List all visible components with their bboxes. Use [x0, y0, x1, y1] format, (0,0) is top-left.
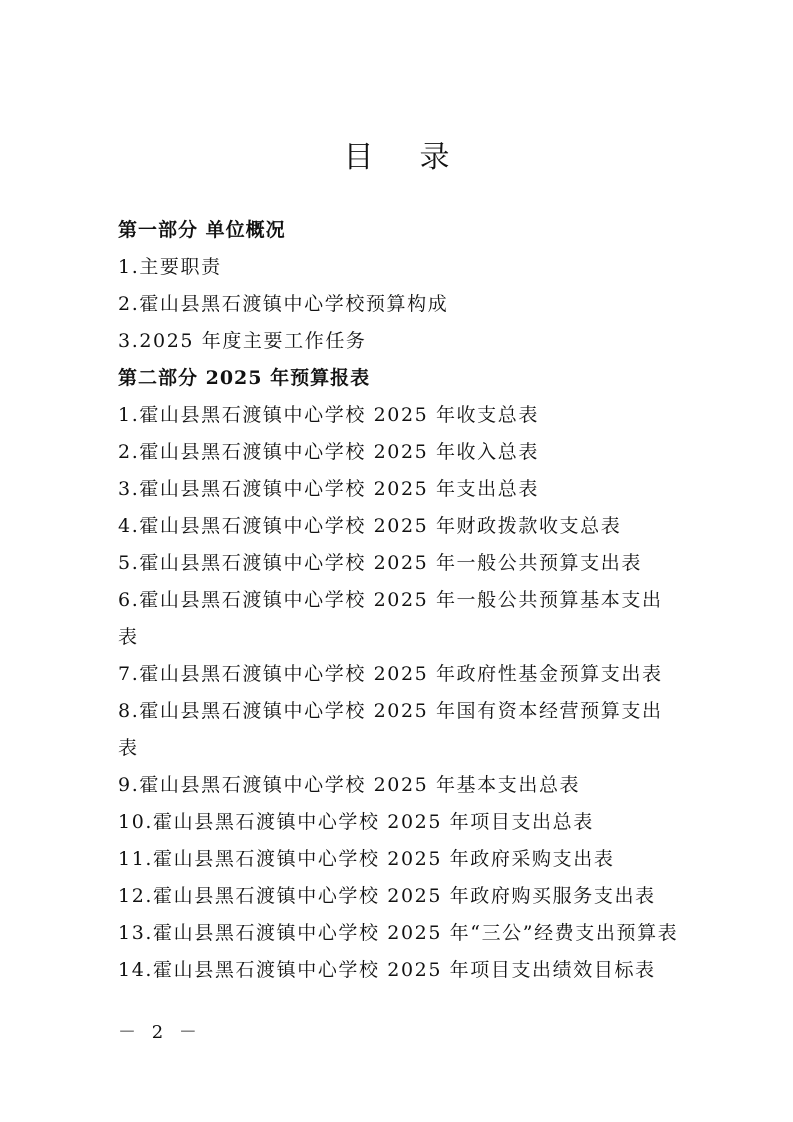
toc-item: 12.霍山县黑石渡镇中心学校 2025 年政府购买服务支出表: [118, 885, 656, 907]
toc-item: 7.霍山县黑石渡镇中心学校 2025 年政府性基金预算支出表: [118, 663, 663, 685]
toc-item: 3.霍山县黑石渡镇中心学校 2025 年支出总表: [118, 478, 539, 500]
page-title: 目录: [343, 140, 496, 175]
toc-item: 2.霍山县黑石渡镇中心学校 2025 年收入总表: [118, 441, 539, 463]
toc-item: 11.霍山县黑石渡镇中心学校 2025 年政府采购支出表: [118, 848, 615, 870]
toc-item: 6.霍山县黑石渡镇中心学校 2025 年一般公共预算基本支出表: [118, 589, 663, 648]
toc-item: 5.霍山县黑石渡镇中心学校 2025 年一般公共预算支出表: [118, 552, 642, 574]
part-2-heading: 第二部分 2025 年预算报表: [118, 367, 371, 389]
table-of-contents: [118, 212, 678, 989]
part-1-heading: 第一部分 单位概况: [118, 219, 286, 241]
toc-item: 14.霍山县黑石渡镇中心学校 2025 年项目支出绩效目标表: [118, 959, 656, 981]
toc-item: 9.霍山县黑石渡镇中心学校 2025 年基本支出总表: [118, 774, 581, 796]
toc-item: 8.霍山县黑石渡镇中心学校 2025 年国有资本经营预算支出表: [118, 700, 663, 759]
toc-item: 4.霍山县黑石渡镇中心学校 2025 年财政拨款收支总表: [118, 515, 622, 537]
toc-item: 2.霍山县黑石渡镇中心学校预算构成: [118, 293, 449, 315]
toc-item: 10.霍山县黑石渡镇中心学校 2025 年项目支出总表: [118, 811, 594, 833]
toc-item: 1.主要职责: [118, 256, 222, 278]
toc-item: 13.霍山县黑石渡镇中心学校 2025 年“三公”经费支出预算表: [118, 922, 679, 944]
toc-item: 3.2025 年度主要工作任务: [118, 330, 367, 352]
toc-item: 1.霍山县黑石渡镇中心学校 2025 年收支总表: [118, 404, 539, 426]
page-number: － 2 －: [118, 1022, 202, 1043]
